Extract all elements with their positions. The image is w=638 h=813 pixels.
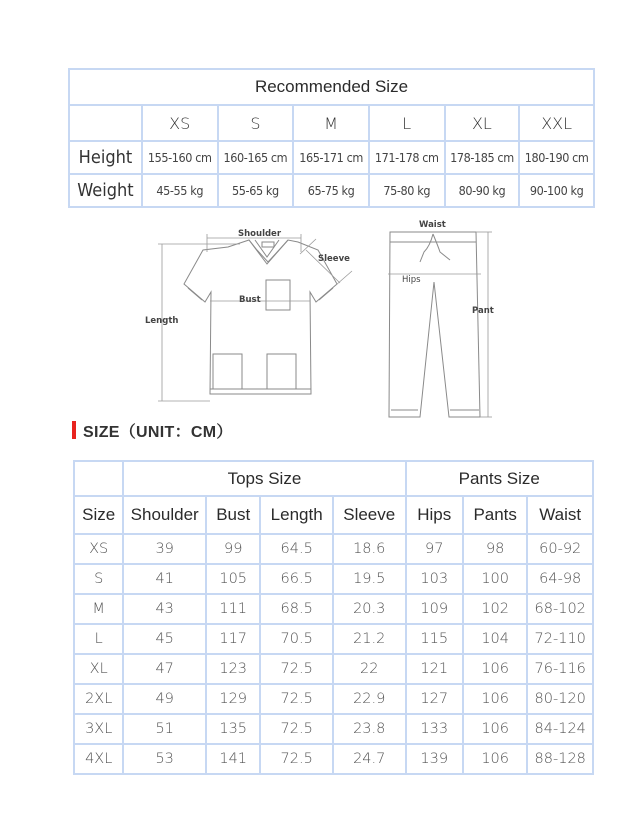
pants-cell: 100 — [463, 564, 527, 594]
size-cell: M — [74, 594, 123, 624]
length-cell: 72.5 — [260, 744, 333, 774]
column-header: Hips — [406, 496, 463, 534]
size-header: XL — [445, 105, 520, 141]
section-heading-text: SIZE（UNIT：CM） — [83, 423, 233, 441]
pants-cell: 102 — [463, 594, 527, 624]
hips-cell: 115 — [406, 624, 463, 654]
column-header: Length — [260, 496, 333, 534]
sleeve-cell: 23.8 — [333, 714, 406, 744]
sleeve-cell: 21.2 — [333, 624, 406, 654]
sleeve-label: Sleeve — [318, 254, 350, 264]
bust-cell: 141 — [206, 744, 260, 774]
height-cell: 171-178 cm — [369, 141, 445, 174]
accent-bar — [72, 421, 76, 439]
shoulder-cell: 43 — [123, 594, 206, 624]
waist-cell: 88-128 — [527, 744, 593, 774]
bust-cell: 111 — [206, 594, 260, 624]
shoulder-cell: 53 — [123, 744, 206, 774]
size-header: S — [218, 105, 294, 141]
sleeve-cell: 24.7 — [333, 744, 406, 774]
length-cell: 72.5 — [260, 684, 333, 714]
bust-cell: 135 — [206, 714, 260, 744]
size-cell: S — [74, 564, 123, 594]
table-row — [74, 594, 593, 624]
hips-cell: 127 — [406, 684, 463, 714]
weight-cell: 45-55 kg — [142, 174, 218, 207]
table-row — [74, 534, 593, 564]
height-cell: 178-185 cm — [445, 141, 520, 174]
section-heading — [72, 420, 233, 440]
size-cell: L — [74, 624, 123, 654]
pant-label: Pant — [472, 306, 494, 316]
sleeve-cell: 20.3 — [333, 594, 406, 624]
waist-cell: 80-120 — [527, 684, 593, 714]
size-cell: 2XL — [74, 684, 123, 714]
size-table — [73, 460, 594, 775]
table-row — [74, 654, 593, 684]
weight-cell: 55-65 kg — [218, 174, 294, 207]
pants-cell: 104 — [463, 624, 527, 654]
shoulder-cell: 41 — [123, 564, 206, 594]
shoulder-cell: 49 — [123, 684, 206, 714]
pants-cell: 106 — [463, 744, 527, 774]
height-cell: 160-165 cm — [218, 141, 294, 174]
pants-cell: 106 — [463, 714, 527, 744]
table-row — [74, 684, 593, 714]
pants-size-group: Pants Size — [406, 461, 594, 496]
pants-cell: 106 — [463, 654, 527, 684]
waist-label: Waist — [419, 220, 446, 230]
height-row — [69, 141, 594, 174]
column-header: Size — [74, 496, 123, 534]
waist-cell: 72-110 — [527, 624, 593, 654]
length-cell: 68.5 — [260, 594, 333, 624]
shoulder-label: Shoulder — [238, 229, 282, 239]
hips-cell: 139 — [406, 744, 463, 774]
hips-cell: 97 — [406, 534, 463, 564]
size-header: L — [369, 105, 445, 141]
column-header: Bust — [206, 496, 260, 534]
weight-cell: 75-80 kg — [369, 174, 445, 207]
size-header: XXL — [519, 105, 594, 141]
weight-cell: 90-100 kg — [519, 174, 594, 207]
length-cell: 66.5 — [260, 564, 333, 594]
height-cell: 180-190 cm — [519, 141, 594, 174]
shoulder-cell: 45 — [123, 624, 206, 654]
size-cell: 4XL — [74, 744, 123, 774]
waist-cell: 60-92 — [527, 534, 593, 564]
table-row — [74, 744, 593, 774]
weight-row — [69, 174, 594, 207]
length-cell: 70.5 — [260, 624, 333, 654]
measurement-diagram — [140, 212, 510, 424]
hips-cell: 121 — [406, 654, 463, 684]
corner-cell — [69, 105, 142, 141]
length-label: Length — [145, 316, 179, 326]
size-cell: XL — [74, 654, 123, 684]
height-cell: 155-160 cm — [142, 141, 218, 174]
table-row — [74, 714, 593, 744]
waist-cell: 68-102 — [527, 594, 593, 624]
sleeve-cell: 22 — [333, 654, 406, 684]
hips-label: Hips — [402, 275, 421, 285]
sleeve-cell: 19.5 — [333, 564, 406, 594]
length-cell: 64.5 — [260, 534, 333, 564]
pants-cell: 106 — [463, 684, 527, 714]
shoulder-cell: 47 — [123, 654, 206, 684]
sleeve-cell: 18.6 — [333, 534, 406, 564]
bust-cell: 117 — [206, 624, 260, 654]
pants-cell: 98 — [463, 534, 527, 564]
height-cell: 165-171 cm — [293, 141, 369, 174]
garment-illustration — [140, 212, 510, 424]
tops-size-group: Tops Size — [123, 461, 405, 496]
recommended-size-title: Recommended Size — [69, 69, 594, 105]
bust-cell: 99 — [206, 534, 260, 564]
recommended-size-table — [68, 68, 595, 208]
length-cell: 72.5 — [260, 714, 333, 744]
table-row — [74, 624, 593, 654]
shoulder-cell: 51 — [123, 714, 206, 744]
weight-cell: 65-75 kg — [293, 174, 369, 207]
table-row — [74, 564, 593, 594]
shoulder-cell: 39 — [123, 534, 206, 564]
hips-cell: 103 — [406, 564, 463, 594]
hips-cell: 133 — [406, 714, 463, 744]
column-header: Sleeve — [333, 496, 406, 534]
sleeve-cell: 22.9 — [333, 684, 406, 714]
bust-label: Bust — [239, 295, 261, 305]
corner-cell — [74, 461, 123, 496]
bust-cell: 105 — [206, 564, 260, 594]
size-header: XS — [142, 105, 218, 141]
length-cell: 72.5 — [260, 654, 333, 684]
size-cell: 3XL — [74, 714, 123, 744]
hips-cell: 109 — [406, 594, 463, 624]
bust-cell: 129 — [206, 684, 260, 714]
row-label: Height — [69, 141, 142, 174]
weight-cell: 80-90 kg — [445, 174, 520, 207]
bust-cell: 123 — [206, 654, 260, 684]
scrub-top-icon — [184, 240, 337, 394]
waist-cell: 76-116 — [527, 654, 593, 684]
column-header: Waist — [527, 496, 593, 534]
row-label: Weight — [69, 174, 142, 207]
column-header: Pants — [463, 496, 527, 534]
size-cell: XS — [74, 534, 123, 564]
scrub-pants-icon — [388, 232, 481, 417]
waist-cell: 84-124 — [527, 714, 593, 744]
size-header: M — [293, 105, 369, 141]
waist-cell: 64-98 — [527, 564, 593, 594]
column-header: Shoulder — [123, 496, 206, 534]
